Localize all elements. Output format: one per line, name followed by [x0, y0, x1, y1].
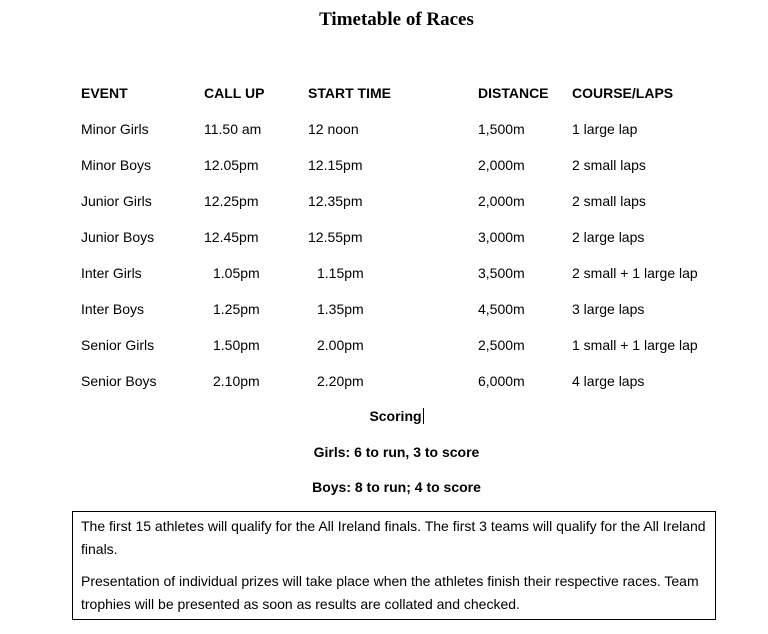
cell-start-time: 1.35pm	[317, 301, 364, 317]
table-row	[0, 263, 768, 283]
qualification-note: The first 15 athletes will qualify for the All Ireland finals. The first 3 teams will qualify for the All Ireland finals.	[81, 518, 706, 557]
header-course-laps: COURSE/LAPS	[572, 85, 674, 101]
cell-start-time: 2.20pm	[317, 373, 364, 389]
cell-distance: 2,000m	[478, 157, 525, 173]
table-header-row	[0, 83, 768, 103]
cell-call-up: 12.05pm	[204, 157, 259, 173]
cell-start-time: 2.00pm	[317, 337, 364, 353]
cell-call-up: 12.25pm	[204, 193, 259, 209]
cell-distance: 4,500m	[478, 301, 525, 317]
cell-call-up: 12.45pm	[204, 229, 259, 245]
cell-event: Senior Boys	[81, 373, 157, 389]
text-cursor	[423, 408, 424, 424]
cell-start-time: 12.15pm	[308, 157, 363, 173]
cell-start-time: 12 noon	[308, 121, 359, 137]
header-start-time: START TIME	[308, 85, 391, 101]
cell-distance: 3,500m	[478, 265, 525, 281]
cell-distance: 3,000m	[478, 229, 525, 245]
cell-event: Minor Boys	[81, 157, 152, 173]
cell-event: Minor Girls	[81, 121, 149, 137]
scoring-heading-line[interactable]	[0, 406, 768, 426]
notes-box	[72, 511, 716, 620]
header-distance: DISTANCE	[478, 85, 549, 101]
page-title: Timetable of Races	[319, 9, 474, 30]
table-row	[0, 299, 768, 319]
cell-start-time: 1.15pm	[317, 265, 364, 281]
cell-course-laps: 2 small laps	[572, 193, 646, 209]
cell-call-up: 11.50 am	[204, 121, 262, 137]
boys-scoring-rule: Boys: 8 to run; 4 to score	[312, 479, 481, 495]
cell-distance: 2,500m	[478, 337, 525, 353]
cell-event: Inter Boys	[81, 301, 145, 317]
cell-call-up: 1.25pm	[213, 301, 260, 317]
header-call-up: CALL UP	[204, 85, 265, 101]
cell-event: Inter Girls	[81, 265, 142, 281]
cell-call-up: 1.50pm	[213, 337, 260, 353]
cell-distance: 6,000m	[478, 373, 525, 389]
table-row	[0, 335, 768, 355]
cell-course-laps: 2 small laps	[572, 157, 646, 173]
cell-call-up: 2.10pm	[213, 373, 260, 389]
cell-distance: 2,000m	[478, 193, 525, 209]
cell-course-laps: 3 large laps	[572, 301, 645, 317]
presentation-note: Presentation of individual prizes will take place when the athletes finish their respective races. Team trophies will be presented as soon as results are collated and checked.	[81, 573, 699, 612]
cell-start-time: 12.55pm	[308, 229, 363, 245]
table-row	[0, 155, 768, 175]
cell-course-laps: 2 large laps	[572, 229, 645, 245]
scoring-heading: Scoring	[369, 408, 422, 424]
cell-course-laps: 1 large lap	[572, 121, 638, 137]
girls-scoring-rule: Girls: 6 to run, 3 to score	[313, 444, 480, 460]
table-row	[0, 227, 768, 247]
cell-event: Junior Boys	[81, 229, 155, 245]
cell-course-laps: 4 large laps	[572, 373, 645, 389]
cell-call-up: 1.05pm	[213, 265, 260, 281]
cell-start-time: 12.35pm	[308, 193, 363, 209]
cell-event: Senior Girls	[81, 337, 155, 353]
table-row	[0, 119, 768, 139]
table-row	[0, 371, 768, 391]
cell-event: Junior Girls	[81, 193, 152, 209]
cell-course-laps: 1 small + 1 large lap	[572, 337, 698, 353]
header-event: EVENT	[81, 85, 128, 101]
table-row	[0, 191, 768, 211]
cell-distance: 1,500m	[478, 121, 525, 137]
cell-course-laps: 2 small + 1 large lap	[572, 265, 698, 281]
